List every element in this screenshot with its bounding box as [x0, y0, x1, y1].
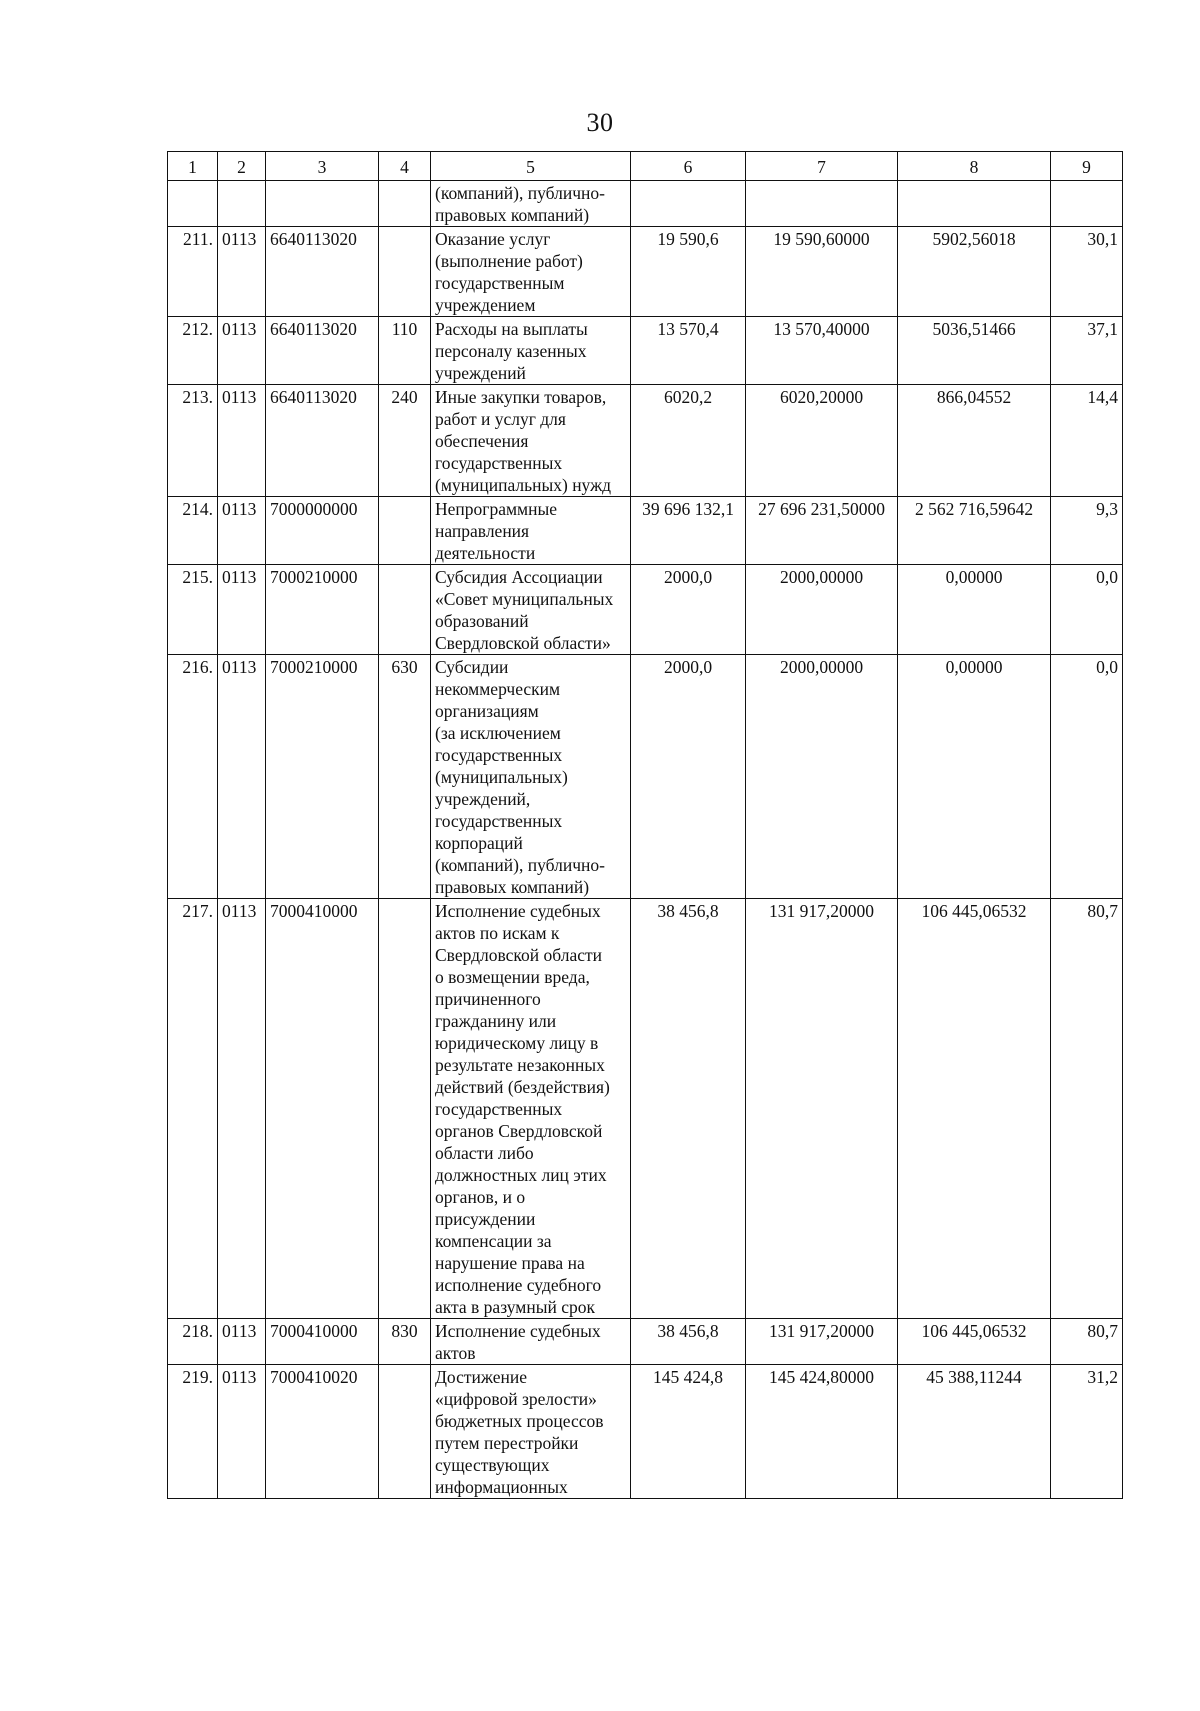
expense-name-cell: Субсидия Ассоциации «Совет муниципальных образований Свердловской области»: [431, 565, 631, 655]
row-number-cell: 215.: [168, 565, 218, 655]
refined-amount-cell: 13 570,40000: [746, 317, 898, 385]
executed-amount-cell: 5902,56018: [898, 227, 1051, 317]
refined-amount-cell: 6020,20000: [746, 385, 898, 497]
percent-executed-cell: 80,7: [1051, 899, 1123, 1319]
expense-type-cell: 110: [379, 317, 431, 385]
executed-amount-cell: 106 445,06532: [898, 899, 1051, 1319]
header-cell: 8: [898, 152, 1051, 181]
row-number-cell: 217.: [168, 899, 218, 1319]
target-code-cell: 7000210000: [266, 565, 379, 655]
section-code-cell: 0113: [218, 497, 266, 565]
percent-executed-cell: 0,0: [1051, 655, 1123, 899]
target-code-cell: 7000210000: [266, 655, 379, 899]
executed-amount-cell: 0,00000: [898, 565, 1051, 655]
section-code-cell: 0113: [218, 655, 266, 899]
executed-amount-cell: 45 388,11244: [898, 1365, 1051, 1499]
target-code-cell: 6640113020: [266, 317, 379, 385]
refined-amount-cell: 2000,00000: [746, 655, 898, 899]
row-number-cell: 211.: [168, 227, 218, 317]
executed-amount-cell: 5036,51466: [898, 317, 1051, 385]
table-row: [168, 497, 1123, 565]
expense-name-cell: Иные закупки товаров, работ и услуг для обеспечения государственных (муниципальных) нужд: [431, 385, 631, 497]
refined-amount-cell: [746, 181, 898, 227]
target-code-cell: [266, 181, 379, 227]
table-row: [168, 565, 1123, 655]
refined-amount-cell: 19 590,60000: [746, 227, 898, 317]
header-cell: 9: [1051, 152, 1123, 181]
table-row: [168, 227, 1123, 317]
planned-amount-cell: 39 696 132,1: [631, 497, 746, 565]
executed-amount-cell: 866,04552: [898, 385, 1051, 497]
expense-type-cell: [379, 497, 431, 565]
refined-amount-cell: 131 917,20000: [746, 899, 898, 1319]
planned-amount-cell: 38 456,8: [631, 1319, 746, 1365]
header-cell: 2: [218, 152, 266, 181]
expense-type-cell: [379, 899, 431, 1319]
planned-amount-cell: 13 570,4: [631, 317, 746, 385]
section-code-cell: 0113: [218, 385, 266, 497]
table-header-row: [168, 152, 1123, 181]
table-row: [168, 385, 1123, 497]
percent-executed-cell: 14,4: [1051, 385, 1123, 497]
row-number-cell: 214.: [168, 497, 218, 565]
refined-amount-cell: 2000,00000: [746, 565, 898, 655]
header-cell: 5: [431, 152, 631, 181]
percent-executed-cell: 0,0: [1051, 565, 1123, 655]
percent-executed-cell: 31,2: [1051, 1365, 1123, 1499]
percent-executed-cell: [1051, 181, 1123, 227]
percent-executed-cell: 30,1: [1051, 227, 1123, 317]
expense-name-cell: (компаний), публично- правовых компаний): [431, 181, 631, 227]
header-cell: 1: [168, 152, 218, 181]
refined-amount-cell: 131 917,20000: [746, 1319, 898, 1365]
row-number-cell: 216.: [168, 655, 218, 899]
table-row: [168, 1365, 1123, 1499]
section-code-cell: 0113: [218, 317, 266, 385]
row-number-cell: 219.: [168, 1365, 218, 1499]
table-row: [168, 181, 1123, 227]
planned-amount-cell: 2000,0: [631, 655, 746, 899]
planned-amount-cell: 2000,0: [631, 565, 746, 655]
expense-type-cell: 240: [379, 385, 431, 497]
expense-type-cell: [379, 1365, 431, 1499]
expense-name-cell: Исполнение судебных актов: [431, 1319, 631, 1365]
section-code-cell: 0113: [218, 899, 266, 1319]
section-code-cell: 0113: [218, 1319, 266, 1365]
row-number-cell: 212.: [168, 317, 218, 385]
planned-amount-cell: 145 424,8: [631, 1365, 746, 1499]
expense-name-cell: Достижение «цифровой зрелости» бюджетных процессов путем перестройки существующих информационных: [431, 1365, 631, 1499]
expense-type-cell: [379, 565, 431, 655]
refined-amount-cell: 27 696 231,50000: [746, 497, 898, 565]
table-row: [168, 899, 1123, 1319]
table-row: [168, 655, 1123, 899]
percent-executed-cell: 9,3: [1051, 497, 1123, 565]
expense-name-cell: Непрограммные направления деятельности: [431, 497, 631, 565]
planned-amount-cell: 19 590,6: [631, 227, 746, 317]
expense-name-cell: Исполнение судебных актов по искам к Свердловской области о возмещении вреда, причиненного гражданину или юридическому лицу в результате незаконных действий (бездействия) государственных органов Свердловской области либо должностных лиц этих органов, и о присуждении компенсации за нарушение права на исполнение судебного акта в разумный срок: [431, 899, 631, 1319]
row-number-cell: 213.: [168, 385, 218, 497]
expense-type-cell: [379, 181, 431, 227]
section-code-cell: 0113: [218, 1365, 266, 1499]
planned-amount-cell: 6020,2: [631, 385, 746, 497]
page-number: 30: [586, 108, 614, 137]
planned-amount-cell: 38 456,8: [631, 899, 746, 1319]
executed-amount-cell: 0,00000: [898, 655, 1051, 899]
executed-amount-cell: 106 445,06532: [898, 1319, 1051, 1365]
header-cell: 4: [379, 152, 431, 181]
table-body: [168, 152, 1123, 1499]
section-code-cell: [218, 181, 266, 227]
expense-type-cell: 830: [379, 1319, 431, 1365]
header-cell: 3: [266, 152, 379, 181]
percent-executed-cell: 37,1: [1051, 317, 1123, 385]
table-row: [168, 1319, 1123, 1365]
row-number-cell: [168, 181, 218, 227]
row-number-cell: 218.: [168, 1319, 218, 1365]
target-code-cell: 6640113020: [266, 227, 379, 317]
budget-table: [167, 151, 1123, 1499]
expense-type-cell: 630: [379, 655, 431, 899]
section-code-cell: 0113: [218, 227, 266, 317]
executed-amount-cell: [898, 181, 1051, 227]
expense-name-cell: Субсидии некоммерческим организациям (за исключением государственных (муниципальных) учреждений, государственных корпораций (компаний), публично- правовых компаний): [431, 655, 631, 899]
expense-name-cell: Расходы на выплаты персоналу казенных учреждений: [431, 317, 631, 385]
planned-amount-cell: [631, 181, 746, 227]
header-cell: 7: [746, 152, 898, 181]
expense-type-cell: [379, 227, 431, 317]
refined-amount-cell: 145 424,80000: [746, 1365, 898, 1499]
target-code-cell: 7000000000: [266, 497, 379, 565]
section-code-cell: 0113: [218, 565, 266, 655]
expense-name-cell: Оказание услуг (выполнение работ) государственным учреждением: [431, 227, 631, 317]
target-code-cell: 7000410000: [266, 899, 379, 1319]
header-cell: 6: [631, 152, 746, 181]
table-row: [168, 317, 1123, 385]
percent-executed-cell: 80,7: [1051, 1319, 1123, 1365]
target-code-cell: 6640113020: [266, 385, 379, 497]
target-code-cell: 7000410020: [266, 1365, 379, 1499]
executed-amount-cell: 2 562 716,59642: [898, 497, 1051, 565]
target-code-cell: 7000410000: [266, 1319, 379, 1365]
